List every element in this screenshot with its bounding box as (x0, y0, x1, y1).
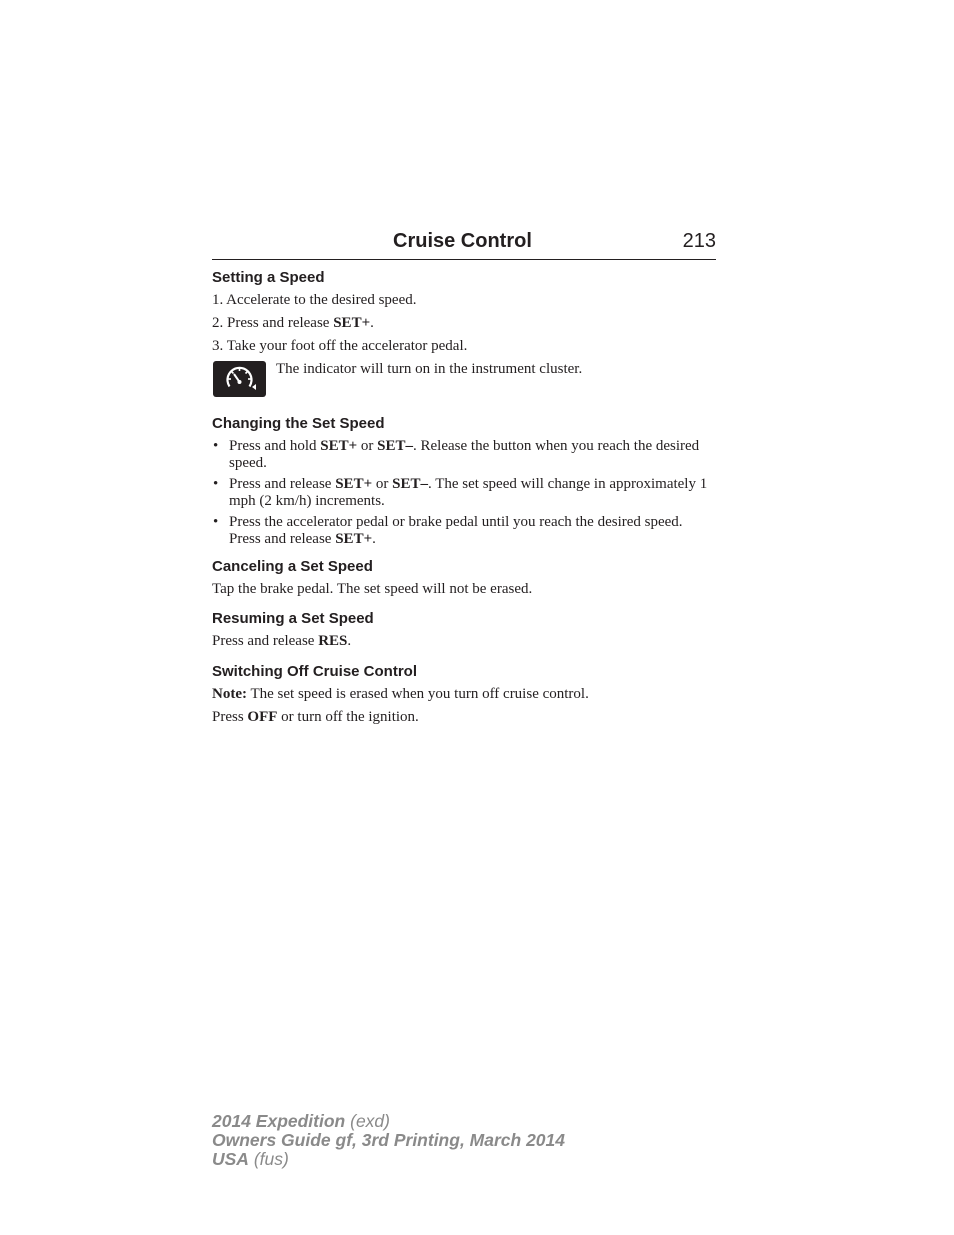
bold-text: SET– (392, 476, 428, 492)
footer-market: USA (212, 1149, 249, 1169)
text: or turn off the ignition. (277, 709, 419, 725)
note-text (212, 686, 716, 703)
text: . (347, 633, 352, 649)
steps-list (212, 292, 716, 355)
text: or (357, 438, 378, 454)
bold-text: SET– (377, 438, 414, 454)
bold-text: SET+ (320, 438, 358, 454)
text: The set speed is erased when you turn off cruise control. (246, 686, 589, 702)
text: . The set speed will change in approximately 1 mph (2 km/h) increments. (229, 476, 708, 509)
footer-market-code: (fus) (248, 1149, 289, 1169)
text: Press and hold (229, 438, 321, 454)
text: . Release the button when you reach the desired speed. (229, 438, 700, 471)
page-number: 213 (682, 230, 716, 252)
text: Press and release (229, 476, 336, 492)
footer-line-2: Owners Guide gf, 3rd Printing, March 2014 (212, 1130, 565, 1150)
text: Press and release (212, 633, 319, 649)
section-canceling-speed (212, 558, 716, 598)
footer-code: (exd) (345, 1111, 390, 1131)
body-text: Tap the brake pedal. The set speed will not be erased. (212, 581, 533, 597)
bold-text: OFF (247, 709, 278, 725)
bold-text: SET+ (335, 476, 373, 492)
section-heading: Switching Off Cruise Control (212, 663, 417, 680)
footer-line-3 (212, 1150, 565, 1169)
page-footer (212, 1112, 565, 1169)
list-item (212, 514, 716, 548)
text: . (372, 531, 376, 547)
footer-model: 2014 Expedition (212, 1111, 346, 1131)
footer-line-1 (212, 1112, 565, 1131)
body-text (212, 709, 716, 726)
section-switching-off (212, 663, 716, 726)
step-3: 3. Take your foot off the accelerator pedal. (212, 338, 468, 354)
page-title: Cruise Control (393, 230, 532, 252)
section-heading: Changing the Set Speed (212, 415, 385, 432)
cruise-control-indicator-icon (213, 361, 266, 397)
bold-text: RES (318, 633, 348, 649)
section-setting-speed (212, 269, 716, 401)
note-label: Note: (212, 686, 247, 702)
text: or (372, 476, 393, 492)
list-item (212, 476, 716, 510)
text: Press (212, 709, 248, 725)
text: Press the accelerator pedal or brake pedal until you reach the desired speed. Press and release (229, 514, 683, 547)
section-heading: Canceling a Set Speed (212, 558, 373, 575)
step-2-bold: SET+ (333, 315, 371, 331)
body-text (212, 633, 716, 650)
page-header (212, 226, 716, 260)
section-heading: Setting a Speed (212, 269, 325, 286)
step-2 (212, 315, 716, 332)
section-changing-speed (212, 415, 716, 548)
step-2-text: 2. Press and release (212, 315, 334, 331)
page-content (212, 226, 716, 726)
indicator-row (212, 361, 716, 401)
step-1: 1. Accelerate to the desired speed. (212, 292, 417, 308)
indicator-text: The indicator will turn on in the instrument cluster. (276, 361, 583, 377)
bullet-list (212, 438, 716, 548)
bold-text: SET+ (335, 531, 373, 547)
section-heading: Resuming a Set Speed (212, 610, 374, 627)
step-2-end: . (370, 315, 374, 331)
list-item (212, 438, 716, 472)
section-resuming-speed (212, 610, 716, 650)
